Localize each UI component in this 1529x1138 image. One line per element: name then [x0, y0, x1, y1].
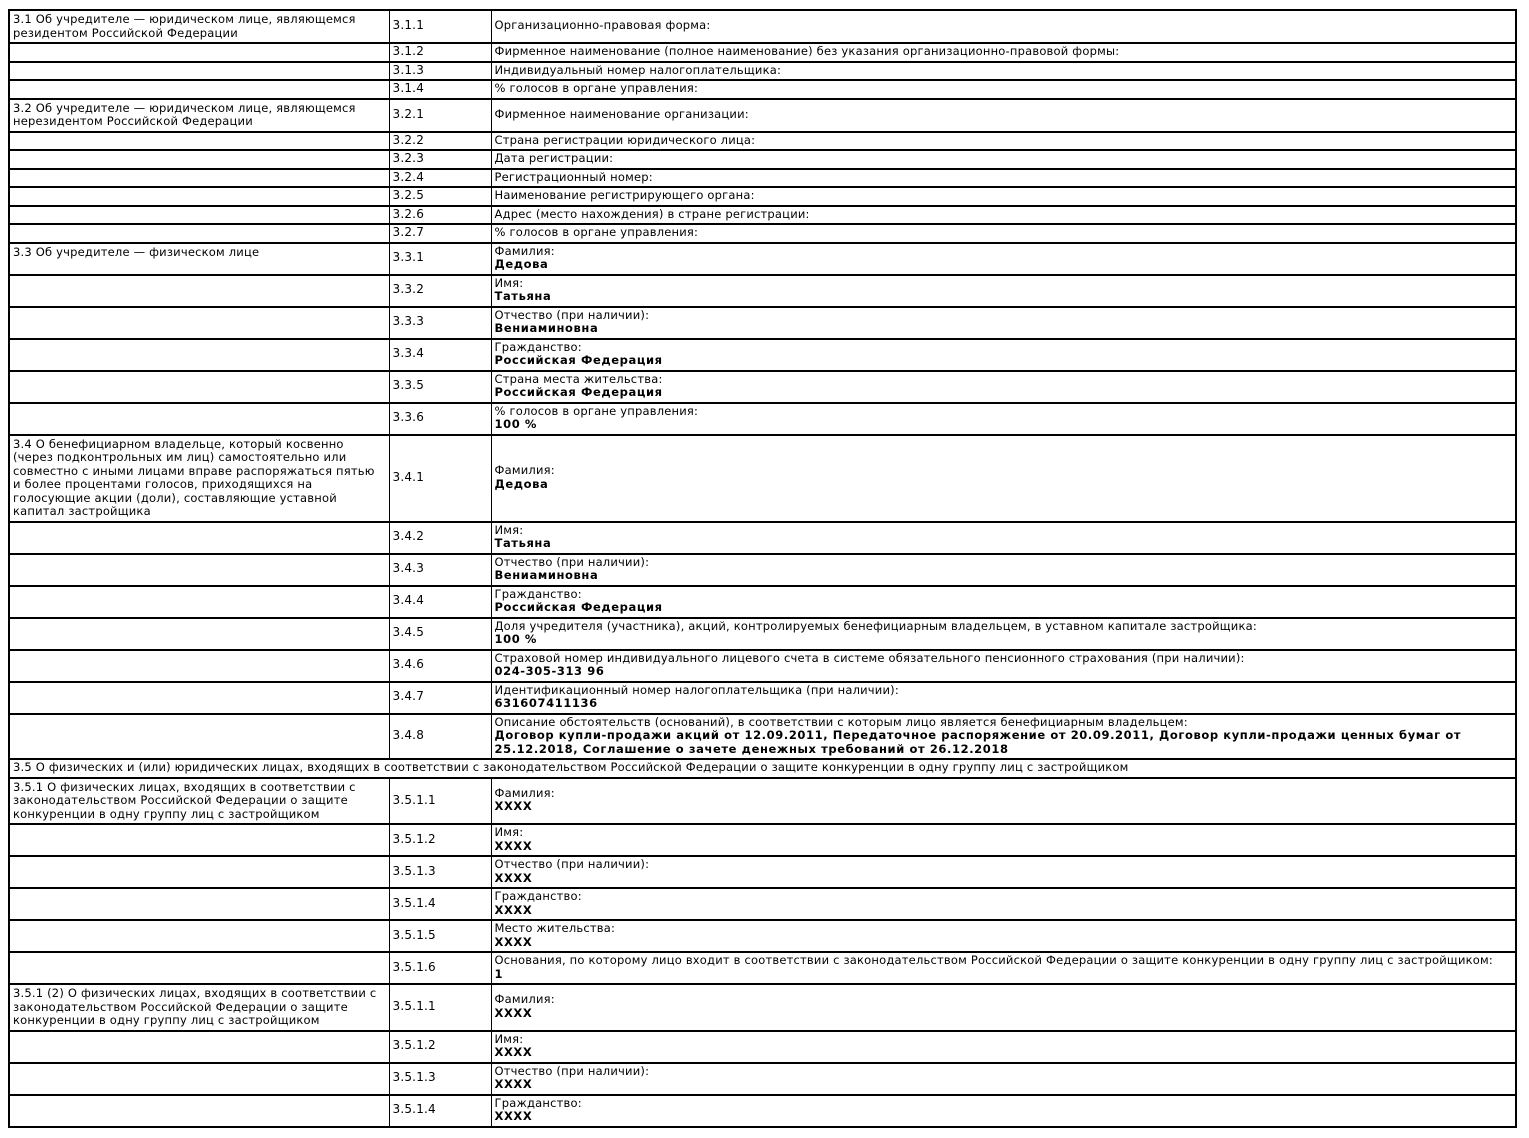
section-title-cell: [9, 554, 389, 586]
section-title-cell: [9, 339, 389, 371]
table-row: [9, 824, 1516, 856]
table-row: [9, 307, 1516, 339]
table-row: [9, 778, 1516, 825]
table-row: [9, 10, 1516, 43]
section-title-cell: [9, 1095, 389, 1127]
item-number-cell: 3.2.1: [389, 99, 491, 132]
section-title-cell: [9, 1031, 389, 1063]
field-label: Описание обстоятельств (оснований), в соответствии с которым лицо является бенефициарным владельцем:: [494, 714, 1188, 729]
field-cell: [491, 618, 1516, 650]
field-label: Отчество (при наличии):: [494, 857, 650, 871]
table-row: [9, 714, 1516, 760]
field-cell: [491, 554, 1516, 586]
field-cell: [491, 80, 1516, 99]
field-value: 631607411136: [494, 696, 598, 710]
field-cell: [491, 856, 1516, 888]
item-number-cell: 3.1.4: [389, 80, 491, 99]
field-value: 1: [494, 966, 504, 981]
field-value: Татьяна: [494, 536, 552, 550]
field-label: Имя:: [494, 1031, 524, 1046]
item-number-cell: 3.5.1.3: [389, 856, 491, 888]
item-number-cell: 3.5.1.4: [389, 1095, 491, 1127]
item-number-cell: 3.2.6: [389, 206, 491, 225]
table-row: [9, 920, 1516, 952]
field-cell: [491, 920, 1516, 952]
table-row: [9, 132, 1516, 151]
item-number-cell: 3.5.1.2: [389, 1031, 491, 1063]
section-title-cell: [9, 888, 389, 920]
field-label: Отчество (при наличии):: [494, 307, 650, 322]
field-value: 024-305-313 96: [494, 664, 605, 678]
field-label: Фирменное наименование (полное наименование) без указания организационно-правовой формы:: [494, 44, 1120, 58]
item-number-cell: 3.3.2: [389, 275, 491, 307]
section-title-cell: [9, 187, 389, 206]
section-title-cell: [9, 952, 389, 984]
field-cell: [491, 275, 1516, 307]
field-label: Имя:: [494, 275, 524, 290]
section-title-cell: [9, 618, 389, 650]
section-title-cell: [9, 150, 389, 169]
table-row: [9, 243, 1516, 275]
field-label: Адрес (место нахождения) в стране регистрации:: [494, 206, 810, 221]
table-row: [9, 952, 1516, 984]
table-row: [9, 275, 1516, 307]
item-number-cell: 3.2.5: [389, 187, 491, 206]
field-value: Российская Федерация: [494, 385, 663, 399]
field-label: Имя:: [494, 522, 524, 537]
item-number-cell: 3.5.1.1: [389, 984, 491, 1031]
item-number-cell: 3.3.6: [389, 403, 491, 435]
field-value: XXXX: [494, 799, 533, 814]
section-title-cell: 3.1 Об учредителе — юридическом лице, являющемся резидентом Российской Федерации: [9, 10, 389, 43]
section-title-cell: [9, 714, 389, 760]
table-row: [9, 1063, 1516, 1095]
field-value: Татьяна: [494, 289, 552, 303]
field-cell: [491, 714, 1516, 760]
field-value: Дедова: [494, 476, 549, 491]
field-cell: [491, 403, 1516, 435]
section-title-cell: [9, 307, 389, 339]
section-title-cell: 3.5.1 О физических лицах, входящих в соответствии с законодательством Российской Федерации о защите конкуренции в одну группу лиц с застройщиком: [9, 778, 389, 825]
field-cell: [491, 169, 1516, 188]
field-label: Фамилия:: [494, 785, 555, 800]
field-label: Страна регистрации юридического лица:: [494, 132, 756, 147]
table-row: [9, 403, 1516, 435]
field-value: Российская Федерация: [494, 600, 663, 614]
table-row: [9, 554, 1516, 586]
field-cell: [491, 307, 1516, 339]
field-label: % голосов в органе управления:: [494, 403, 699, 418]
field-value: XXXX: [494, 1077, 533, 1091]
table-row: [9, 682, 1516, 714]
field-label: Гражданство:: [494, 586, 582, 601]
field-cell: [491, 778, 1516, 825]
section-title-cell: [9, 522, 389, 554]
field-cell: [491, 586, 1516, 618]
section-title-cell: [9, 856, 389, 888]
table-row: [9, 1031, 1516, 1063]
field-value: 100 %: [494, 417, 538, 431]
field-cell: [491, 522, 1516, 554]
section-title-cell: [9, 403, 389, 435]
field-cell: [491, 187, 1516, 206]
item-number-cell: 3.4.4: [389, 586, 491, 618]
field-cell: [491, 984, 1516, 1031]
field-cell: [491, 224, 1516, 243]
field-value: Дедова: [494, 257, 549, 271]
field-value: XXXX: [494, 870, 533, 885]
table-row: [9, 586, 1516, 618]
field-cell: [491, 1031, 1516, 1063]
field-label: Фирменное наименование организации:: [494, 106, 749, 121]
item-number-cell: 3.3.4: [389, 339, 491, 371]
field-cell: [491, 132, 1516, 151]
table-row: [9, 435, 1516, 522]
field-cell: [491, 682, 1516, 714]
field-value: XXXX: [494, 934, 533, 949]
item-number-cell: 3.1.3: [389, 62, 491, 81]
section-title-cell: 3.3 Об учредителе — физическом лице: [9, 243, 389, 275]
field-cell: [491, 206, 1516, 225]
field-label: Страховой номер индивидуального лицевого счета в системе обязательного пенсионного страхования (при наличии):: [494, 650, 1245, 665]
item-number-cell: 3.4.2: [389, 522, 491, 554]
field-cell: [491, 43, 1516, 62]
table-row: [9, 984, 1516, 1031]
item-number-cell: 3.4.6: [389, 650, 491, 682]
field-value: XXXX: [494, 1109, 533, 1123]
section-title-cell: [9, 371, 389, 403]
field-value: XXXX: [494, 1045, 533, 1059]
item-number-cell: 3.2.3: [389, 150, 491, 169]
table-row: [9, 522, 1516, 554]
section-title-cell: [9, 650, 389, 682]
field-label: Место жительства:: [494, 921, 616, 935]
table-row: [9, 1095, 1516, 1127]
field-label: Основания, по которому лицо входит в соответствии с законодательством Российской Федерации о защите конкуренции в одну группу лиц с застройщиком:: [494, 953, 1493, 967]
field-cell: [491, 435, 1516, 522]
field-cell: [491, 824, 1516, 856]
table-row: [9, 80, 1516, 99]
field-cell: [491, 99, 1516, 132]
field-label: Гражданство:: [494, 889, 582, 903]
table-row: [9, 99, 1516, 132]
table-row: [9, 856, 1516, 888]
table-row: [9, 43, 1516, 62]
field-label: Наименование регистрирующего органа:: [494, 188, 755, 202]
item-number-cell: 3.5.1.6: [389, 952, 491, 984]
field-value: 100 %: [494, 632, 538, 646]
field-cell: [491, 339, 1516, 371]
item-number-cell: 3.1.2: [389, 43, 491, 62]
item-number-cell: 3.3.1: [389, 243, 491, 275]
table-row: [9, 224, 1516, 243]
section-title-cell: 3.4 О бенефициарном владельце, который косвенно (через подконтрольных им лиц) самостоятельно или совместно с иными лицами вправе распоряжаться пятью и более процентами голосов, приходящихся на голосующие акции (доли), составляющие уставной капитал застройщика: [9, 435, 389, 522]
item-number-cell: 3.5.1.3: [389, 1063, 491, 1095]
field-label: Доля учредителя (участника), акций, контролируемых бенефициарным владельцем, в уставном капитале застройщика:: [494, 618, 1257, 633]
field-label: Регистрационный номер:: [494, 169, 653, 184]
item-number-cell: 3.1.1: [389, 10, 491, 43]
item-number-cell: 3.5.1.2: [389, 824, 491, 856]
field-cell: [491, 371, 1516, 403]
field-label: Идентификационный номер налогоплательщика (при наличии):: [494, 682, 899, 697]
table-row: [9, 618, 1516, 650]
table-row: [9, 206, 1516, 225]
field-cell: [491, 150, 1516, 169]
field-label: Организационно-правовая форма:: [494, 18, 711, 33]
item-number-cell: 3.2.7: [389, 224, 491, 243]
section-title-cell: [9, 824, 389, 856]
item-number-cell: 3.4.5: [389, 618, 491, 650]
field-value: XXXX: [494, 1005, 533, 1020]
section-title-cell: [9, 920, 389, 952]
field-cell: [491, 62, 1516, 81]
section-header-cell: 3.5 О физических и (или) юридических лицах, входящих в соответствии с законодательством Российской Федерации о защите конкуренции в одну группу лиц с застройщиком: [9, 759, 1516, 778]
table-row: [9, 187, 1516, 206]
field-value: Договор купли-продажи акций от 12.09.2011, Передаточное распоряжение от 20.09.2011, Договор купли-продажи ценных бумаг от 25.12.2018, Соглашение о зачете денежных требований от 26.12.2018: [494, 728, 1462, 756]
field-cell: [491, 952, 1516, 984]
section-title-cell: [9, 682, 389, 714]
field-cell: [491, 888, 1516, 920]
item-number-cell: 3.3.3: [389, 307, 491, 339]
item-number-cell: 3.5.1.4: [389, 888, 491, 920]
field-label: Страна места жительства:: [494, 371, 663, 386]
field-label: Фамилия:: [494, 992, 555, 1007]
field-value: Российская Федерация: [494, 353, 663, 367]
field-cell: [491, 1063, 1516, 1095]
field-value: XXXX: [494, 838, 533, 853]
table-row: [9, 150, 1516, 169]
section-title-cell: 3.2 Об учредителе — юридическом лице, являющемся нерезидентом Российской Федерации: [9, 99, 389, 132]
developer-declaration-table: [8, 9, 1517, 1128]
table-row: [9, 650, 1516, 682]
section-header-row: [9, 759, 1516, 778]
section-title-cell: [9, 169, 389, 188]
section-title-cell: 3.5.1 (2) О физических лицах, входящих в соответствии с законодательством Российской Федерации о защите конкуренции в одну группу лиц с застройщиком: [9, 984, 389, 1031]
field-label: Гражданство:: [494, 1095, 582, 1110]
field-label: Отчество (при наличии):: [494, 554, 650, 569]
table-row: [9, 339, 1516, 371]
field-value: XXXX: [494, 902, 533, 917]
field-label: Фамилия:: [494, 463, 555, 477]
item-number-cell: 3.4.3: [389, 554, 491, 586]
field-label: Фамилия:: [494, 243, 555, 258]
section-title-cell: [9, 43, 389, 62]
section-title-cell: [9, 586, 389, 618]
field-value: Вениаминовна: [494, 568, 599, 582]
item-number-cell: 3.4.8: [389, 714, 491, 760]
field-cell: [491, 1095, 1516, 1127]
section-title-cell: [9, 62, 389, 81]
section-title-cell: [9, 206, 389, 225]
section-title-cell: [9, 1063, 389, 1095]
section-title-cell: [9, 275, 389, 307]
field-value: Вениаминовна: [494, 321, 599, 335]
field-label: Индивидуальный номер налогоплательщика:: [494, 62, 782, 77]
item-number-cell: 3.4.1: [389, 435, 491, 522]
field-label: % голосов в органе управления:: [494, 225, 699, 239]
item-number-cell: 3.2.4: [389, 169, 491, 188]
field-cell: [491, 243, 1516, 275]
field-cell: [491, 650, 1516, 682]
table-row: [9, 371, 1516, 403]
item-number-cell: 3.2.2: [389, 132, 491, 151]
field-label: Отчество (при наличии):: [494, 1063, 650, 1078]
table-row: [9, 62, 1516, 81]
field-label: Имя:: [494, 825, 524, 839]
item-number-cell: 3.3.5: [389, 371, 491, 403]
field-label: % голосов в органе управления:: [494, 81, 699, 95]
item-number-cell: 3.5.1.1: [389, 778, 491, 825]
section-title-cell: [9, 80, 389, 99]
item-number-cell: 3.4.7: [389, 682, 491, 714]
section-title-cell: [9, 132, 389, 151]
table-body: [9, 10, 1516, 1127]
table-row: [9, 888, 1516, 920]
item-number-cell: 3.5.1.5: [389, 920, 491, 952]
field-cell: [491, 10, 1516, 43]
field-label: Дата регистрации:: [494, 151, 614, 165]
field-label: Гражданство:: [494, 339, 582, 354]
section-title-cell: [9, 224, 389, 243]
table-row: [9, 169, 1516, 188]
